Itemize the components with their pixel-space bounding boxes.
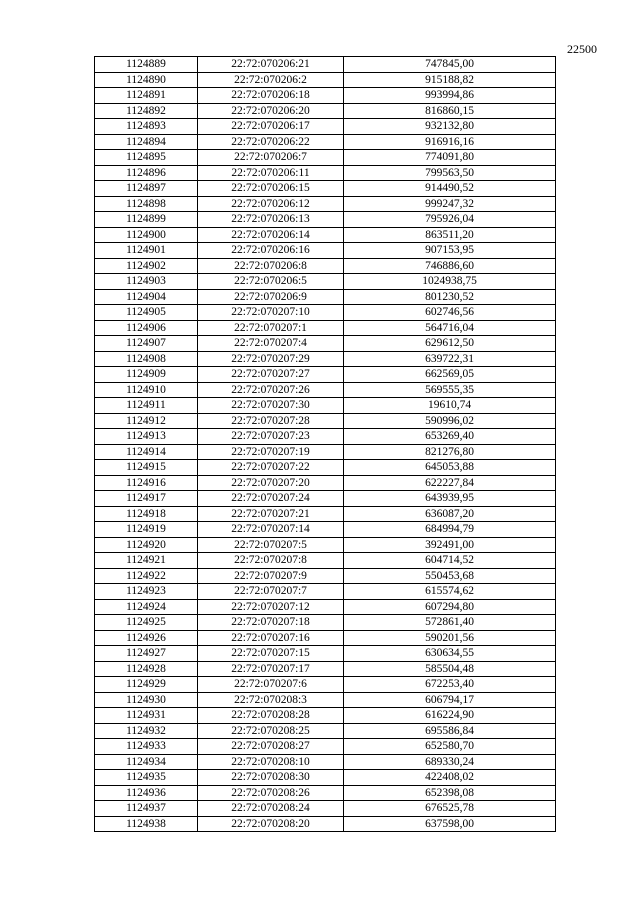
cadastral-number-cell: 22:72:070208:27: [198, 739, 344, 755]
row-number-cell: 1124936: [95, 785, 198, 801]
cadastral-number-cell: 22:72:070206:21: [198, 57, 344, 73]
cadastral-value-cell: 689330,24: [344, 754, 556, 770]
table-row: [95, 119, 556, 135]
row-number-cell: 1124938: [95, 816, 198, 832]
cadastral-number-cell: 22:72:070207:6: [198, 677, 344, 693]
row-number-cell: 1124903: [95, 274, 198, 290]
table-row: [95, 801, 556, 817]
table-row: [95, 785, 556, 801]
cadastral-value-cell: 604714,52: [344, 553, 556, 569]
cadastral-value-cell: 572861,40: [344, 615, 556, 631]
cadastral-value-cell: 639722,31: [344, 351, 556, 367]
row-number-cell: 1124913: [95, 429, 198, 445]
table-row: [95, 320, 556, 336]
cadastral-value-cell: 616224,90: [344, 708, 556, 724]
table-row: [95, 274, 556, 290]
cadastral-number-cell: 22:72:070208:26: [198, 785, 344, 801]
cadastral-number-cell: 22:72:070206:14: [198, 227, 344, 243]
row-number-cell: 1124901: [95, 243, 198, 259]
cadastral-value-cell: 907153,95: [344, 243, 556, 259]
row-number-cell: 1124905: [95, 305, 198, 321]
table-row: [95, 227, 556, 243]
table-row: [95, 258, 556, 274]
cadastral-value-cell: 695586,84: [344, 723, 556, 739]
cadastral-value-cell: 622227,84: [344, 475, 556, 491]
row-number-cell: 1124889: [95, 57, 198, 73]
row-number-cell: 1124909: [95, 367, 198, 383]
table-row: [95, 599, 556, 615]
cadastral-value-table: [94, 56, 556, 832]
row-number-cell: 1124929: [95, 677, 198, 693]
cadastral-number-cell: 22:72:070207:8: [198, 553, 344, 569]
row-number-cell: 1124921: [95, 553, 198, 569]
cadastral-number-cell: 22:72:070206:8: [198, 258, 344, 274]
cadastral-value-cell: 774091,80: [344, 150, 556, 166]
table-row: [95, 754, 556, 770]
row-number-cell: 1124933: [95, 739, 198, 755]
table-row: [95, 243, 556, 259]
cadastral-value-cell: 816860,15: [344, 103, 556, 119]
table-row: [95, 739, 556, 755]
cadastral-value-cell: 652580,70: [344, 739, 556, 755]
cadastral-number-cell: 22:72:070207:27: [198, 367, 344, 383]
cadastral-number-cell: 22:72:070207:30: [198, 398, 344, 414]
row-number-cell: 1124896: [95, 165, 198, 181]
cadastral-number-cell: 22:72:070207:26: [198, 382, 344, 398]
cadastral-number-cell: 22:72:070207:4: [198, 336, 344, 352]
table-row: [95, 72, 556, 88]
cadastral-value-cell: 590996,02: [344, 413, 556, 429]
cadastral-value-cell: 569555,35: [344, 382, 556, 398]
cadastral-number-cell: 22:72:070208:10: [198, 754, 344, 770]
table-row: [95, 630, 556, 646]
table-row: [95, 770, 556, 786]
row-number-cell: 1124893: [95, 119, 198, 135]
cadastral-number-cell: 22:72:070207:14: [198, 522, 344, 538]
cadastral-value-cell: 652398,08: [344, 785, 556, 801]
row-number-cell: 1124928: [95, 661, 198, 677]
cadastral-number-cell: 22:72:070207:9: [198, 568, 344, 584]
cadastral-value-cell: 795926,04: [344, 212, 556, 228]
table-row: [95, 367, 556, 383]
cadastral-number-cell: 22:72:070207:29: [198, 351, 344, 367]
row-number-cell: 1124898: [95, 196, 198, 212]
table-row: [95, 615, 556, 631]
cadastral-value-cell: 630634,55: [344, 646, 556, 662]
table-row: [95, 816, 556, 832]
row-number-cell: 1124894: [95, 134, 198, 150]
cadastral-value-cell: 915188,82: [344, 72, 556, 88]
cadastral-number-cell: 22:72:070206:12: [198, 196, 344, 212]
table-row: [95, 382, 556, 398]
row-number-cell: 1124892: [95, 103, 198, 119]
row-number-cell: 1124932: [95, 723, 198, 739]
table-row: [95, 708, 556, 724]
row-number-cell: 1124900: [95, 227, 198, 243]
row-number-cell: 1124918: [95, 506, 198, 522]
table-row: [95, 305, 556, 321]
row-number-cell: 1124890: [95, 72, 198, 88]
row-number-cell: 1124927: [95, 646, 198, 662]
cadastral-number-cell: 22:72:070206:22: [198, 134, 344, 150]
cadastral-number-cell: 22:72:070208:20: [198, 816, 344, 832]
cadastral-number-cell: 22:72:070207:10: [198, 305, 344, 321]
row-number-cell: 1124891: [95, 88, 198, 104]
table-row: [95, 553, 556, 569]
row-number-cell: 1124911: [95, 398, 198, 414]
row-number-cell: 1124910: [95, 382, 198, 398]
table-row: [95, 413, 556, 429]
cadastral-value-cell: 564716,04: [344, 320, 556, 336]
table-row: [95, 134, 556, 150]
cadastral-number-cell: 22:72:070206:18: [198, 88, 344, 104]
table-row: [95, 103, 556, 119]
table-row: [95, 398, 556, 414]
cadastral-value-cell: 801230,52: [344, 289, 556, 305]
table-row: [95, 661, 556, 677]
row-number-cell: 1124935: [95, 770, 198, 786]
table-row: [95, 212, 556, 228]
cadastral-value-cell: 662569,05: [344, 367, 556, 383]
table-row: [95, 677, 556, 693]
row-number-cell: 1124915: [95, 460, 198, 476]
cadastral-number-cell: 22:72:070206:7: [198, 150, 344, 166]
cadastral-number-cell: 22:72:070207:20: [198, 475, 344, 491]
cadastral-number-cell: 22:72:070206:9: [198, 289, 344, 305]
table-row: [95, 196, 556, 212]
row-number-cell: 1124922: [95, 568, 198, 584]
cadastral-value-cell: 863511,20: [344, 227, 556, 243]
cadastral-value-cell: 615574,62: [344, 584, 556, 600]
table-row: [95, 491, 556, 507]
cadastral-value-cell: 606794,17: [344, 692, 556, 708]
cadastral-number-cell: 22:72:070208:28: [198, 708, 344, 724]
cadastral-value-cell: 932132,80: [344, 119, 556, 135]
cadastral-value-cell: 585504,48: [344, 661, 556, 677]
table-body: [95, 57, 556, 832]
cadastral-number-cell: 22:72:070207:18: [198, 615, 344, 631]
cadastral-value-cell: 637598,00: [344, 816, 556, 832]
cadastral-number-cell: 22:72:070207:12: [198, 599, 344, 615]
row-number-cell: 1124934: [95, 754, 198, 770]
cadastral-value-cell: 684994,79: [344, 522, 556, 538]
row-number-cell: 1124906: [95, 320, 198, 336]
cadastral-value-cell: 999247,32: [344, 196, 556, 212]
cadastral-number-cell: 22:72:070206:13: [198, 212, 344, 228]
cadastral-value-cell: 676525,78: [344, 801, 556, 817]
cadastral-value-cell: 645053,88: [344, 460, 556, 476]
cadastral-value-cell: 821276,80: [344, 444, 556, 460]
cadastral-number-cell: 22:72:070208:24: [198, 801, 344, 817]
row-number-cell: 1124899: [95, 212, 198, 228]
row-number-cell: 1124902: [95, 258, 198, 274]
cadastral-number-cell: 22:72:070206:5: [198, 274, 344, 290]
row-number-cell: 1124930: [95, 692, 198, 708]
cadastral-value-cell: 636087,20: [344, 506, 556, 522]
cadastral-number-cell: 22:72:070206:11: [198, 165, 344, 181]
cadastral-value-cell: 916916,16: [344, 134, 556, 150]
table-row: [95, 181, 556, 197]
table-row: [95, 723, 556, 739]
table-row: [95, 692, 556, 708]
table-row: [95, 336, 556, 352]
cadastral-value-cell: 392491,00: [344, 537, 556, 553]
row-number-cell: 1124920: [95, 537, 198, 553]
row-number-cell: 1124931: [95, 708, 198, 724]
cadastral-number-cell: 22:72:070206:15: [198, 181, 344, 197]
cadastral-value-cell: 422408,02: [344, 770, 556, 786]
row-number-cell: 1124923: [95, 584, 198, 600]
row-number-cell: 1124916: [95, 475, 198, 491]
cadastral-value-cell: 602746,56: [344, 305, 556, 321]
cadastral-number-cell: 22:72:070207:22: [198, 460, 344, 476]
cadastral-number-cell: 22:72:070208:3: [198, 692, 344, 708]
cadastral-value-cell: 643939,95: [344, 491, 556, 507]
row-number-cell: 1124897: [95, 181, 198, 197]
cadastral-number-cell: 22:72:070207:5: [198, 537, 344, 553]
table-row: [95, 150, 556, 166]
cadastral-value-cell: 672253,40: [344, 677, 556, 693]
row-number-cell: 1124925: [95, 615, 198, 631]
cadastral-value-cell: 914490,52: [344, 181, 556, 197]
table-row: [95, 537, 556, 553]
cadastral-number-cell: 22:72:070208:30: [198, 770, 344, 786]
cadastral-number-cell: 22:72:070207:19: [198, 444, 344, 460]
table-row: [95, 165, 556, 181]
cadastral-value-cell: 1024938,75: [344, 274, 556, 290]
row-number-cell: 1124937: [95, 801, 198, 817]
row-number-cell: 1124907: [95, 336, 198, 352]
cadastral-value-cell: 19610,74: [344, 398, 556, 414]
cadastral-number-cell: 22:72:070207:15: [198, 646, 344, 662]
table-row: [95, 429, 556, 445]
cadastral-number-cell: 22:72:070206:17: [198, 119, 344, 135]
cadastral-number-cell: 22:72:070206:20: [198, 103, 344, 119]
row-number-cell: 1124926: [95, 630, 198, 646]
cadastral-value-cell: 747845,00: [344, 57, 556, 73]
cadastral-number-cell: 22:72:070206:16: [198, 243, 344, 259]
row-number-cell: 1124904: [95, 289, 198, 305]
cadastral-number-cell: 22:72:070207:16: [198, 630, 344, 646]
row-number-cell: 1124912: [95, 413, 198, 429]
row-number-cell: 1124924: [95, 599, 198, 615]
row-number-cell: 1124919: [95, 522, 198, 538]
cadastral-number-cell: 22:72:070207:17: [198, 661, 344, 677]
row-number-cell: 1124908: [95, 351, 198, 367]
table-row: [95, 444, 556, 460]
table-row: [95, 568, 556, 584]
cadastral-number-cell: 22:72:070207:7: [198, 584, 344, 600]
table-row: [95, 57, 556, 73]
table-row: [95, 460, 556, 476]
cadastral-value-cell: 550453,68: [344, 568, 556, 584]
row-number-cell: 1124895: [95, 150, 198, 166]
cadastral-value-cell: 746886,60: [344, 258, 556, 274]
row-number-cell: 1124914: [95, 444, 198, 460]
cadastral-number-cell: 22:72:070206:2: [198, 72, 344, 88]
table-row: [95, 475, 556, 491]
cadastral-number-cell: 22:72:070207:1: [198, 320, 344, 336]
table-row: [95, 522, 556, 538]
cadastral-number-cell: 22:72:070208:25: [198, 723, 344, 739]
cadastral-number-cell: 22:72:070207:23: [198, 429, 344, 445]
table-row: [95, 646, 556, 662]
cadastral-number-cell: 22:72:070207:21: [198, 506, 344, 522]
cadastral-value-cell: 653269,40: [344, 429, 556, 445]
table-row: [95, 289, 556, 305]
cadastral-value-cell: 629612,50: [344, 336, 556, 352]
cadastral-value-cell: 993994,86: [344, 88, 556, 104]
cadastral-number-cell: 22:72:070207:28: [198, 413, 344, 429]
cadastral-value-cell: 799563,50: [344, 165, 556, 181]
cadastral-value-cell: 607294,80: [344, 599, 556, 615]
row-number-cell: 1124917: [95, 491, 198, 507]
cadastral-value-cell: 590201,56: [344, 630, 556, 646]
table-row: [95, 351, 556, 367]
cadastral-number-cell: 22:72:070207:24: [198, 491, 344, 507]
table-row: [95, 88, 556, 104]
table-row: [95, 506, 556, 522]
page-number: 22500: [567, 42, 597, 56]
table-row: [95, 584, 556, 600]
